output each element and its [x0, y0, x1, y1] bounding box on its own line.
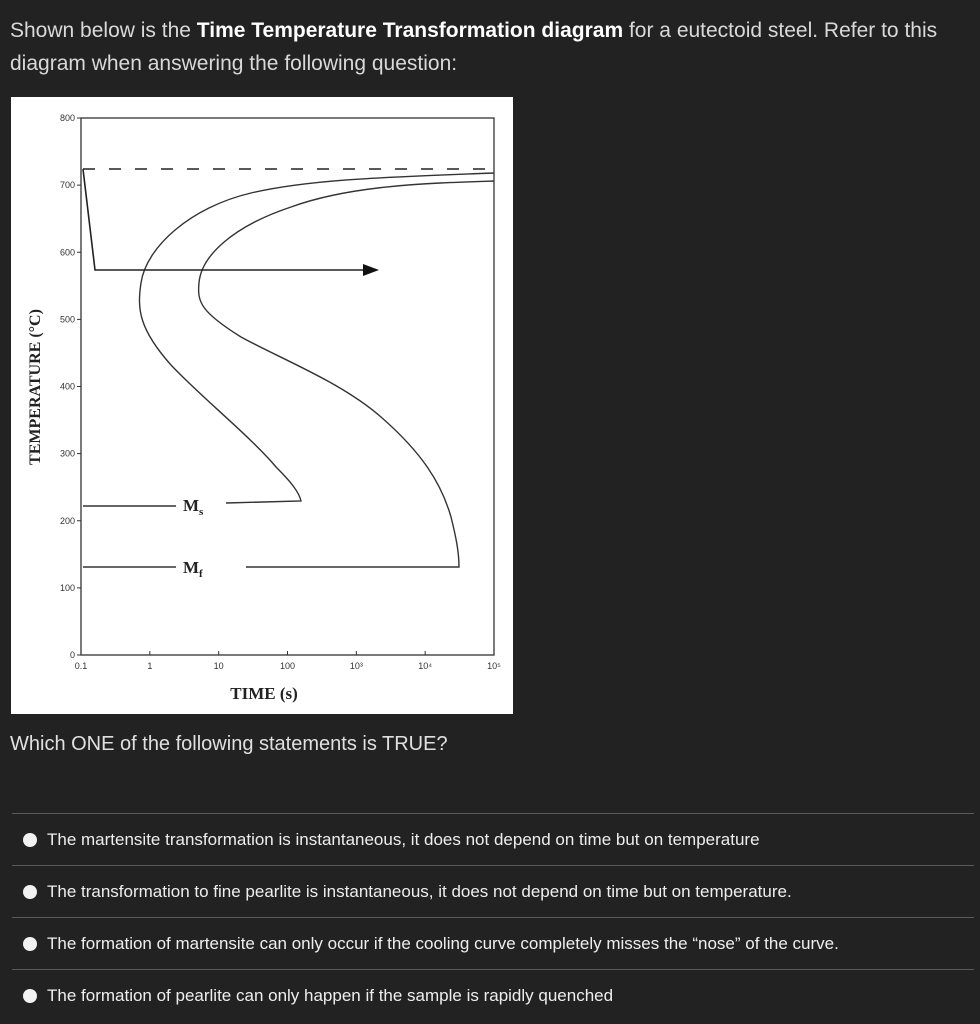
- y-axis-label: TEMPERATURE (°C): [27, 309, 44, 465]
- intro-text-part: Shown below is the: [10, 19, 197, 42]
- ms-label: $M_s$: [183, 496, 204, 518]
- mf-label: $M_f$: [183, 558, 203, 580]
- y-tick-label: 600: [59, 247, 75, 258]
- radio-button[interactable]: [23, 833, 37, 847]
- intro-bold-title: Time Temperature Transformation diagram: [196, 19, 624, 42]
- ttt-chart-svg: [11, 97, 513, 714]
- answer-option-label: The formation of martensite can only occur if the cooling curve completely misses the “nose” of the curve.: [47, 933, 839, 953]
- y-tick-label: 100: [59, 582, 75, 593]
- answer-option[interactable]: [12, 917, 974, 969]
- x-tick-label: 0.1: [74, 661, 88, 671]
- y-tick-label: 500: [59, 314, 75, 325]
- radio-button[interactable]: [23, 885, 37, 899]
- answer-option-label: The formation of pearlite can only happen if the sample is rapidly quenched: [47, 985, 614, 1005]
- intro-text: [10, 14, 960, 80]
- x-tick-label: 100: [279, 661, 296, 671]
- cooling-path: [83, 169, 363, 270]
- y-tick-label: 0: [69, 650, 75, 660]
- intro-text-part: for a eutectoid steel. Refer to this diagram when answering the following question:: [10, 19, 938, 75]
- transformation-finish-curve: [199, 181, 494, 567]
- x-tick-label: 10³: [349, 661, 363, 671]
- y-tick-label: 700: [59, 180, 75, 191]
- cooling-path-arrowhead: [363, 264, 379, 276]
- answer-option-label: The martensite transformation is instantaneous, it does not depend on time but on temperature: [47, 829, 760, 849]
- y-tick-label: 800: [59, 113, 75, 123]
- radio-button[interactable]: [23, 937, 37, 951]
- y-tick-label: 200: [59, 515, 75, 526]
- question-text: Which ONE of the following statements is TRUE?: [10, 733, 448, 755]
- plot-frame: [81, 118, 494, 655]
- x-tick-label: 10⁵: [487, 661, 501, 671]
- y-tick-label: 300: [59, 448, 75, 459]
- transformation-start-curve: [139, 173, 494, 503]
- x-tick-label: 10⁴: [418, 661, 433, 671]
- answer-option[interactable]: [12, 813, 974, 865]
- y-tick-label: 400: [59, 381, 75, 392]
- answer-option-label: The transformation to fine pearlite is instantaneous, it does not depend on time but on temperature.: [47, 881, 792, 901]
- x-tick-label: 10: [213, 661, 224, 671]
- answer-option[interactable]: [12, 969, 974, 1021]
- answer-options: [12, 813, 974, 1021]
- x-tick-label: 1: [147, 661, 153, 671]
- x-axis-label: TIME (s): [230, 684, 298, 703]
- ttt-diagram: [11, 97, 513, 714]
- radio-button[interactable]: [23, 989, 37, 1003]
- answer-option[interactable]: [12, 865, 974, 917]
